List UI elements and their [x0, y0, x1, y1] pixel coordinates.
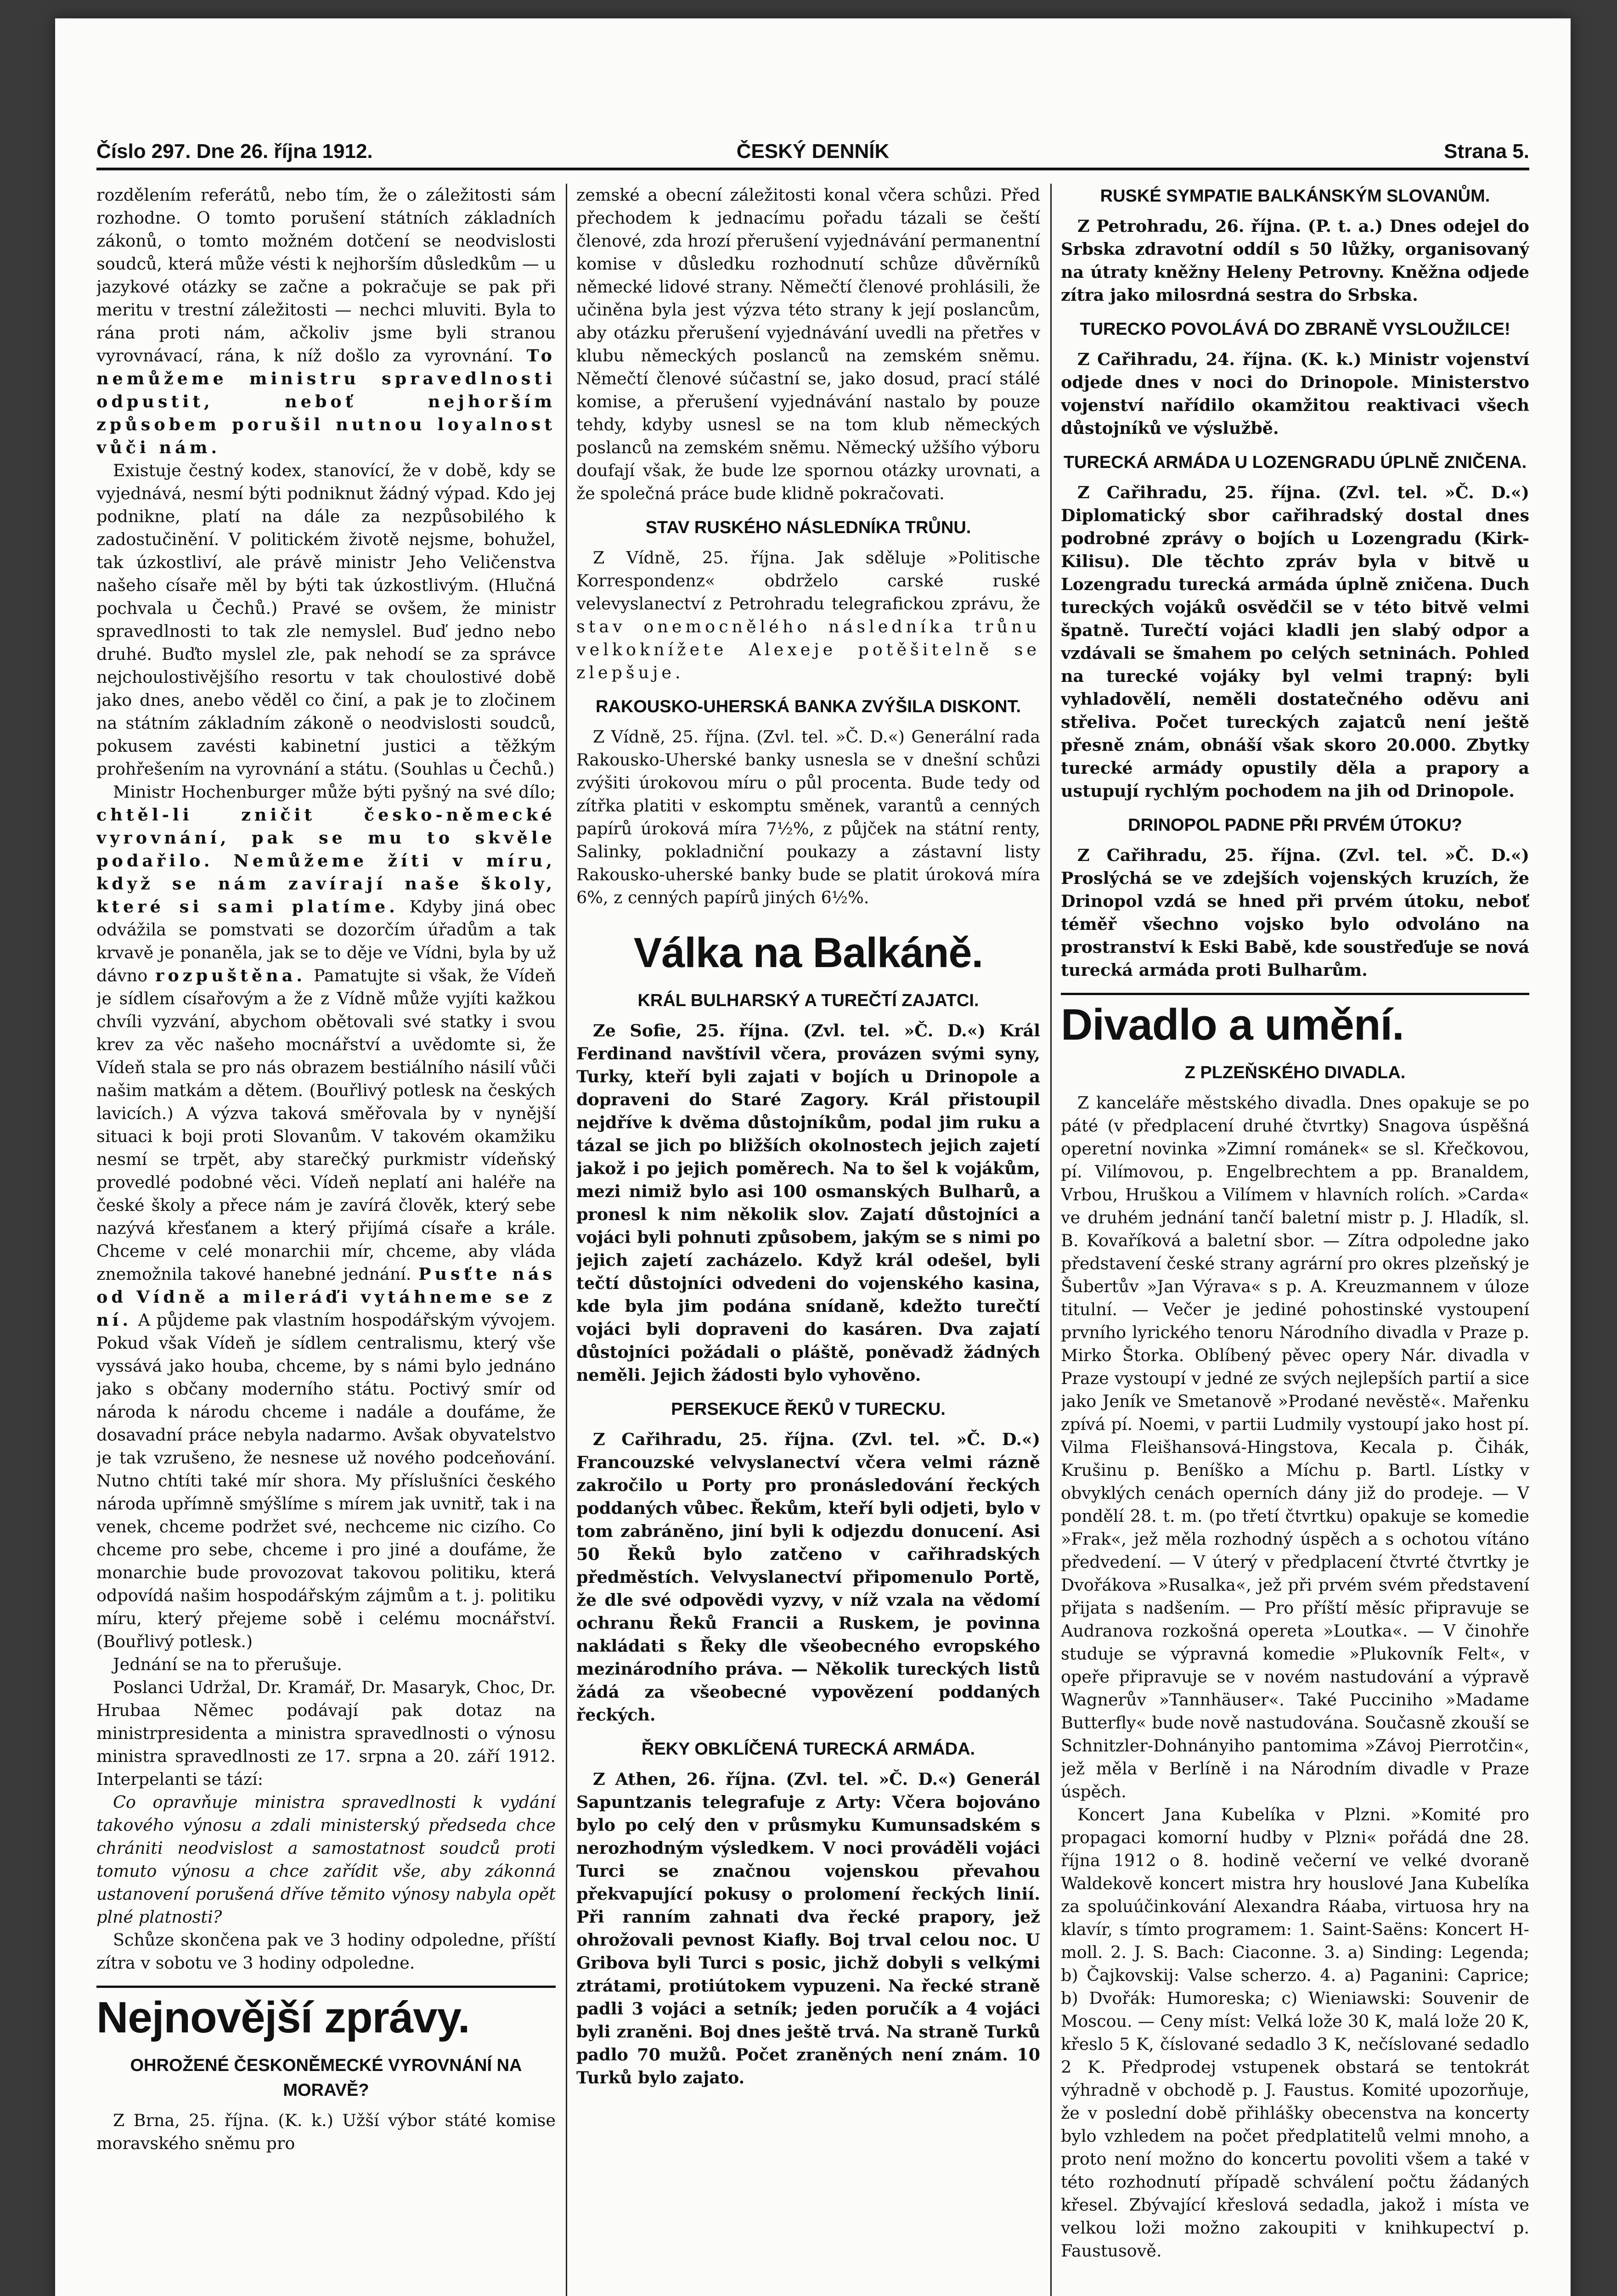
article-paragraph: zemské a obecní záležitosti konal včera schůzi. Před přechodem k jednacímu pořadu tázali se čeští členové, zda hrozí přerušení vyjednávání permanentní komise v důsledku rozhodnutí schůze důvěrníků německé lidové strany. Němečtí členové prohlásili, že učiněna byla jest výzva této strany k její poslancům, aby otázku přerušení vyjednávání uvedli na přetřes v klubu německých poslanců na zemském sněmu. Němečtí členové súčastní se, jako dosud, prací stálé komise, a přerušení vyjednávání nastalo by pouze tehdy, kdyby usnesl se na tom klub německých poslanců na zemském sněmu. Německý užšího výboru doufají však, že bude lze spornou otázky urovnati, a že společná práce bude klidně pokračovati. — [576, 185, 1040, 503]
headline: PERSEKUCE ŘEKŮ V TURECKU. — [671, 1400, 946, 1419]
page-number: Strana 5. — [1444, 140, 1529, 163]
headline: TURECKO POVOLÁVÁ DO ZBRANĚ VYSLOUŽILCE! — [1080, 320, 1510, 339]
article-paragraph: Ministr Hochenburger může býti pyšný na své dílo; chtěl-li zničit česko-německé vyrovnání, pak se mu to skvěle podařilo. Nemůžeme žíti v míru, když se nám zavírají naše školy, které si sami platíme. Kdyby jiná obec odvážila se pomstvati se dozorčím úřadům a tak krvavě je ponaněla, jak se to děje ve Vídni, byla by už dávno rozpuštěna. Pamatujte si však, že Vídeň je sídlem císařovým a že z Vídně může vyjíti kažkou chvíli vyzvání, abychom obětovali své statky i svou krev za věc našeho mocnářství a uvědomte si, že Vídeň stala se pro nás obrazem bestiálního násilí vůči našim matkám a dětem. (Bouřlivý potlesk na českých lavicích.) A výzva taková směřovala by v nynější situaci k boji proti Slovanům. V takovém okamžiku nesmí se trpět, aby starečký purkmistr vídeňský provedlé podobné věci. Vídeň neplatí ani haléře na české školy a přece nám je zavírá člověk, který sebe nazývá křesťanem a který přijímá císaře a krále. Chceme v celé monarchii mír, chceme, aby vláda znemožnila takové hanebné jednání. Pusťte nás od Vídně a mileráďi vytáhneme se z ní. A půjdeme pak vlastním hospodářským vývojem. Pokud však Vídeň je sídlem centralismu, který vše vyssává jako houba, chceme, by s námi bylo jednáno jako s občany moderního státu. Poctivý smír od národa k národu chceme i nadále a doufáme, že dosavadní práce nebyla nadarmo. Avšak obyvatelstvo je tak vzrušeno, že nesnese už nového podceňování. Nutno chtíti také mír shora. My příslušníci českého národa upřímně smýšlíme s mírem jak uvnitř, tak i na venek, chceme podržet své, nechceme nic cizího. Co chceme pro sebe, chceme i pro jiné a doufáme, že monarchie bude provozovat takovou politiku, která odpovídá našim hospodářským zájmům a t. j. politiku míru, který přejeme sobě i celému mocnářství. (Bouřlivý potlesk.) — [96, 782, 556, 1651]
article-paragraph: Z Vídně, 25. října. Jak sděluje »Politische Korrespondenz« obdrželo carské ruské velevyslanectví z Petrohradu telegrafickou zprávu, že stav onemocnělého následníka trůnu velkoknížete Alexeje potěšitelně se zlepšuje. — [576, 548, 1040, 682]
article-paragraph: Koncert Jana Kubelíka v Plzni. »Komité pro propagaci komorní hudby v Plzni« pořádá dne 28. října 1912 o 8. hodině večerní ve velké dvoraně Waldekově koncert mistra hry houslové Jana Kubelíka za spoluúčinkování Alexandra Ráaba, virtuosa hry na klavír, s tímto programem: 1. Saint-Saëns: Koncert H-moll. 2. J. S. Bach: Ciaconne. 3. a) Sinding: Legenda; b) Čajkovskij: Valse scherzo. 4. a) Paganini: Caprice; b) Dvořák: Humoreska; c) Wieniawski: Souvenir de Moscou. — Ceny míst: Velká lože 30 K, malá lože 20 K, křeslo 5 K, číslované sedadlo 3 K, nečíslované sedadlo 2 K. Předprodej vstupenek obstará se tentokrát výhradně v obchodě p. J. Faustus. Komité upozorňuje, že v poslední době přihlášky obecenstva na koncerty bylo vzhledem na počet předplatitelů velmi mnoho, a proto není možno do koncertu povoliti všem a také v této rozhodnutí případě schválení počtu žádaných křesel. Zbývající křeslová sedadla, jakož i místa ve velkou loži možno zakoupiti v knihkupectví p. Faustusově. — [1061, 1805, 1529, 2261]
article-paragraph: Z Vídně, 25. října. (Zvl. tel. »Č. D.«) Generální rada Rakousko-Uherské banky usnesla se v dnešní schůzi zvýšiti úrokovou míru o půl procenta. Bude tedy od zítřka platiti v eskomptu směnek, varantů a cenných papírů úroková míra 7½%, z půjček na státní renty, Salinky, pokladniční poukazy a zástavní listy Rakousko-uherské banky bude se platit úroková míra 6%, z cenných papírů jiných 6½%. — [576, 727, 1040, 907]
column-3 — [1061, 184, 1529, 2296]
masthead-title: ČESKÝ DENNÍK — [736, 140, 890, 163]
article-paragraph: Schůze skončena pak ve 3 hodiny odpoledne, příští zítra v sobotu ve 3 hodiny odpoledne. — [96, 1930, 556, 1973]
column-rule — [1050, 184, 1052, 2296]
article-paragraph: Z Brna, 25. října. (K. k.) Užší výbor státé komise moravského sněmu pro — [96, 2110, 556, 2153]
headline: KRÁL BULHARSKÝ A TUREČTÍ ZAJATCI. — [637, 991, 979, 1010]
headline: TURECKÁ ARMÁDA U LOZENGRADU ÚPLNĚ ZNIČENA. — [1063, 453, 1527, 472]
article-paragraph: rozdělením referátů, nebo tím, že o záležitosti sám rozhodne. O tomto porušení státních základních zákonů, o tomto možném dotčení se neodvislosti soudců, která může vésti k nejhorším důsledkům — u jazykové otázky se začne a pokračuje se pak při meritu v trestní záležitosti — nechci mluviti. Byla to rána proti nám, ačkoliv jsme byli stranou vyrovnávací, rána, k níž došlo za vyrovnání. To nemůžeme ministru spravedlnosti odpustit, neboť nejhorším způsobem porušil nutnou loyalnost vůči nám. — [96, 185, 556, 457]
column-rule — [566, 184, 567, 2296]
interpellation-text: Co opravňuje ministra spravedlnosti k vydání takového výnosu a zdali ministerský předseda chce chrániti neodvislost a samostatnost soudců proti tomuto výnosu a chce zařídit vše, aby zákonná ustanovení porušená dříve těmito výnosy nabyla opět plné platnosti? — [96, 1792, 556, 1927]
column-1 — [96, 184, 556, 2296]
headline: RUSKÉ SYMPATIE BALKÁNSKÝM SLOVANŮM. — [1100, 186, 1490, 206]
article-paragraph: Z Cařihradu, 24. října. (K. k.) Ministr vojenství odjede dnes v noci do Drinopole. Ministerstvo vojenství nařídilo okamžitou reaktivaci všech důstojníků ve výslužbě. — [1061, 349, 1529, 438]
headline: RAKOUSKO-UHERSKÁ BANKA ZVÝŠILA DISKONT. — [595, 697, 1021, 716]
article-paragraph: Z Cařihradu, 25. října. (Zvl. tel. »Č. D.«) Francouzské velvyslanectví včera velmi rázně zakročilo u Porty pro pronásledování řeckých poddaných vůbec. Řekům, kteří byli odjeti, bylo v tom zabráněno, jiní byli k odjezdu donucení. Asi 50 Řeků bylo zatčeno v cařihradských předměstích. Velvyslanectví připomenulo Portě, že dle své odpovědi vyzvy, v níž vzala na vědomí ochranu Řeků Francii a Ruskem, je povinna nakládati s Řeky dle všeobecného evropského mezinárodního práva. — Několik tureckých listů žádá za všeobecné vypovězení poddaných řeckých. — [576, 1429, 1040, 1725]
headline: STAV RUSKÉHO NÁSLEDNÍKA TRŮNU. — [645, 518, 971, 537]
article-paragraph: Z Cařihradu, 25. října. (Zvl. tel. »Č. D.«) Diplomatický sbor cařihradský dostal dnes podrobné zprávy o bojích u Lozengradu (Kirk-Kilisu). Dle těchto zpráv byla v bitvě u Lozengradu turecká armáda úplně zničena. Duch tureckých vojáků osvědčil se v této bitvě velmi špatně. Turečtí vojáci kladli jen slabý odpor a vzdávali se šmahem po celých setninách. Pohled na turecké vojáky byl velmi trapný: byli vyhladovělí, neměli dostatečného oděvu ani střeliva. Počet tureckých zajatců není ještě přesně znám, obnáší však skoro 20.000. Zbytky turecké armády opustily děla a prapory a ustupují rychlým pochodem na jih od Drinopole. — [1061, 483, 1529, 801]
column-2 — [576, 184, 1040, 2296]
section-head-theatre: Divadlo a umění. — [1061, 993, 1529, 1050]
section-head-balkan-war: Válka na Balkáně. — [633, 929, 983, 976]
headline: ŘEKY OBKLÍČENÁ TURECKÁ ARMÁDA. — [641, 1739, 975, 1759]
article-paragraph: Z kanceláře městského divadla. Dnes opakuje se po páté (v předplacení druhé čtvrtky) Snagova úspěšná operetní novinka »Zimní románek« se sl. Křečkovou, pí. Vilímovou, p. Engelbrechtem a pp. Branaldem, Vrbou, Hruškou a Vilímem v hlavních rolích. »Carda« ve druhém jednání tančí baletní mistr p. J. Hladík, sl. B. Kovaříková a baletní sbor. — Zítra odpoledne jako představení české strany agrární pro okres plzeňský je Šubertův »Jan Výrava« s p. A. Kreuzmannem v úloze titulní. — Večer je jediné pohostinské vystoupení prvního lyrického tenoru Národního divadla v Praze p. Mirko Štorka. Oblíbený pěvec opery Nár. divadla v Praze vystoupí v jedné ze svých nejlepších partií a sice jako Jeník ve Smetanově »Prodané nevěstě«. Mařenku zpívá pí. Noemi, v partii Ludmily vystoupí jako host pí. Vilma Fleišhansová-Hingstova, Kecala p. Čihák, Krušinu p. Beníško a Míchu p. Bartl. Lístky v obvyklých cenách operních dány již do prodeje. — V pondělí 28. t. m. (po třetí čtvrtku) opakuje se komedie »Frak«, jež měla rozhodný úspěch a s ochotou vítáno předvedení. — V úterý v předplacení čtvrté čtvrtky je Dvořákova »Rusalka«, jež při prvém svém představení přijata s nadšením. — Pro příští měsíc připravuje se Audranova rozkošná opereta »Loutka«. — V činohře studuje se výpravná komedie »Plukovník Felt«, v opeře připravuje se v novém nastudování a výpravě Wagnerův »Tannhäuser«. Také Pucciniho »Madame Butterfly« bude nově nastudována. Současně zkouší se Schnitzler-Dohnányiho pantomima »Závoj Pierrotčin«, jež měla v Berlíně i na Národním divadle v Praze úspěch. — [1061, 1093, 1529, 1801]
page-header — [96, 135, 1529, 170]
headline: Z PLZEŇSKÉHO DIVADLA. — [1184, 1063, 1406, 1082]
article-paragraph: Ze Sofie, 25. října. (Zvl. tel. »Č. D.«) Král Ferdinand navštívil včera, provázen svými syny, Turky, kteří byli zajati v bojích u Drinopole a dopraveni do Staré Zagory. Král přistoupil nejdříve k dvěma důstojníkům, podal jim ruku a tázal se jich po bližších okolnostech jejich zajetí jakož i po jejich poměrech. Na to šel k vojákům, mezi nimiž bylo asi 100 osmanských Bulharů, a pronesl k nim několik slov. Zajatí důstojníci a vojáci byli pohnuti způsobem, jakým se s nimi po jejich zajetí zacházelo. Když král odešel, byli tečtí důstojníci odvedeni do vojenského kasina, kde byla jim podána snídaně, kdežto turečtí vojáci byli dopraveni do kasáren. Dva zajatí důstojníci požádali o pláště, poněvadž žádných neměli. Jejich žádosti bylo vyhověno. — [576, 1021, 1040, 1385]
section-head-latest-news: Nejnovější zprávy. — [96, 1986, 556, 2043]
issue-date: Číslo 297. Dne 26. října 1912. — [96, 140, 373, 163]
article-paragraph: Z Cařihradu, 25. října. (Zvl. tel. »Č. D.«) Proslýchá se ve zdejších vojenských kruzích, že Drinopol vzdá se hned při prvém útoku, neboť téměř všechno vojsko bylo odvoláno na prostranství k Eski Babě, kde soustřeďuje se nová turecká armáda proti Bulharům. — [1061, 845, 1529, 980]
article-paragraph: Existuje čestný kodex, stanovící, že v době, kdy se vyjednává, nesmí býti podniknut žádný výpad. Kdo jej podnikne, platí na dále za nezpůsobilého k zadostučinění. V politickém životě nejsme, bohužel, tak úzkostliví, ale právě ministr Jeho Veličenstva našeho císaře měl by býti tak úzkostlivým. (Hlučná pochvala u Čechů.) Pravé se ovšem, že ministr spravedlnosti to tak zle nemyslel. Buď jedno nebo druhé. Buďto myslel zle, pak nehodí se za správce nejchoulostivějšího resortu v tak choulostivé době jako dnes, anebo věděl co činí, a pak je to zločinem na státním základním zákoně o neodvislosti soudců, pokusem zavésti kabinetní justici a těžkým prohřešením na vyrovnání a státu. (Souhlas u Čechů.) — [96, 461, 556, 779]
headline: OHROŽENÉ ČESKONĚMECKÉ VYROVNÁNÍ NA MORAVĚ? — [130, 2056, 522, 2100]
article-paragraph: Poslanci Udržal, Dr. Kramář, Dr. Masaryk, Choc, Dr. Hrubaa Němec podávají pak dotaz na ministrpresidenta a ministra spravedlnosti o výnosu ministra spravedlnosti ze 17. srpna a 20. září 1912. Interpelanti se tází: — [96, 1677, 556, 1789]
article-paragraph: Z Athen, 26. října. (Zvl. tel. »Č. D.«) Generál Sapuntzanis telegrafuje z Arty: Včera bojováno bylo po celý den v průsmyku Kumunsadském s nerozhodným výsledkem. V noci prováděli vojáci Turci se značnou vojenskou převahou překvapující pokusy o prolomení řeckých linií. Při ranním zahnati dva řecké prapory, jež ohrožovali pevnost Kiafly. Boj trval celou noc. U Gribova byli Turci s posic, jichž dobyli s velkými ztrátami, protiútokem vypuzeni. Na řecké straně padli 3 vojáci a setník; jeden poručík a 4 vojáci byli zraněni. Boj dnes ještě trvá. Na straně Turků padlo 70 mužů. Počet zraněných není znám. 10 Turků bylo zajato. — [576, 1769, 1040, 2088]
headline: DRINOPOL PADNE PŘI PRVÉM ÚTOKU? — [1128, 816, 1462, 835]
newspaper-page — [55, 18, 1571, 2296]
article-paragraph: Z Petrohradu, 26. října. (P. t. a.) Dnes odejel do Srbska zdravotní oddíl s 50 lůžky, organisovaný na útraty kněžny Heleny Petrovny. Kněžna odjede zítra jako milosrdná sestra do Srbska. — [1061, 216, 1529, 305]
article-paragraph: Jednání se na to přerušuje. — [113, 1654, 342, 1674]
